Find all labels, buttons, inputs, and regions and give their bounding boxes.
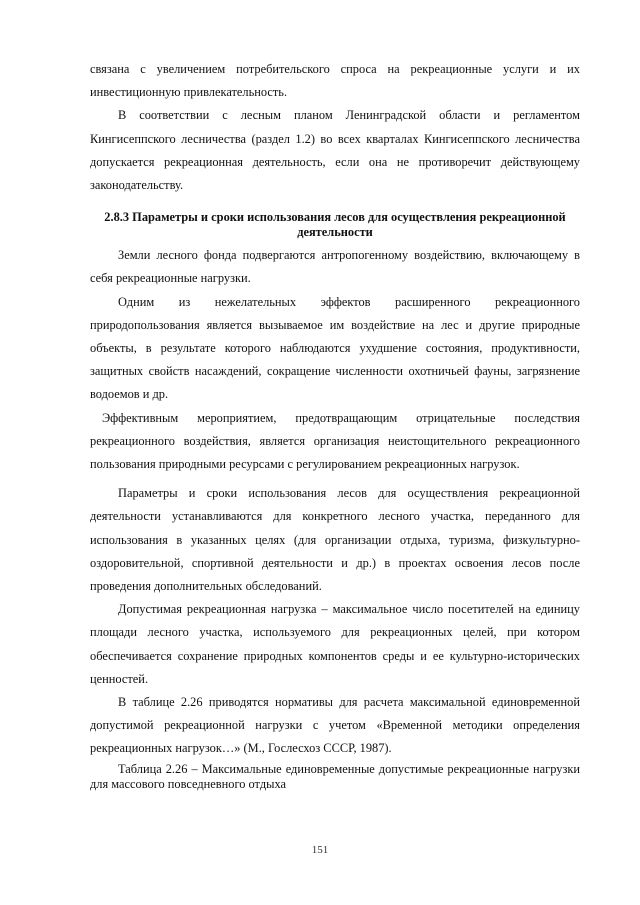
paragraph-undesirable-effects: Одним из нежелательных эффектов расширенного рекреационного природопользования является вызываемое им воздействие на лес и другие природные объекты, в результате которого наблюдаются ухудшение состояния, продуктивности, защитных свойств насаждений, сокращение численности охотничьей фауны, загрязнение водоемов и др. xyxy=(90,294,580,402)
paragraph-anthropogenic-impact: Земли лесного фонда подвергаются антропогенному воздействию, включающему в себя рекреационные нагрузки. xyxy=(90,248,580,286)
paragraph-effective-measure: Эффективным мероприятием, предотвращающим отрицательные последствия рекреационного воздействия, является организация неистощительного рекреационного пользования природными ресурсами с регулированием рекреационных нагрузок. xyxy=(90,410,580,472)
paragraph-forest-plan: В соответствии с лесным планом Ленинградской области и регламентом Кингисеппского лесничества (раздел 1.2) во всех кварталах Кингисеппского лесничества допускается рекреационная деятельность, если она не противоречит действующему законодательству. xyxy=(90,108,580,193)
paragraph-continuation: связана с увеличением потребительского спроса на рекреационные услуги и их инвестиционную привлекательность. xyxy=(90,62,580,100)
paragraph-parameters: Параметры и сроки использования лесов для осуществления рекреационной деятельности устанавливаются для конкретного лесного участка, переданного для использования в указанных целях (для организации отдыха, туризма, физкультурно-оздоровительной, спортивной деятельности и др.) в проектах освоения лесов после проведения дополнительных обследований. xyxy=(90,486,580,594)
paragraph-table-reference: В таблице 2.26 приводятся нормативы для расчета максимальной единовременной допустимой рекреационной нагрузки с учетом «Временной методики определения рекреационных нагрузок…» (М., Гослесхоз СССР, 1987). xyxy=(90,695,580,756)
table-caption: Таблица 2.26 – Максимальные единовременные допустимые рекреационные нагрузки для массового повседневного отдыха xyxy=(90,761,580,791)
paragraph-permissible-load: Допустимая рекреационная нагрузка – максимальное число посетителей на единицу площади лесного участка, используемого для рекреационных целей, при котором обеспечивается сохранение природных компонентов среды и ее культурно-исторических ценностей. xyxy=(90,602,580,686)
page-number: 151 xyxy=(311,844,329,856)
section-heading: 2.8.3 Параметры и сроки использования лесов для осуществления рекреационной деятельности xyxy=(104,210,566,240)
document-page xyxy=(90,58,580,792)
